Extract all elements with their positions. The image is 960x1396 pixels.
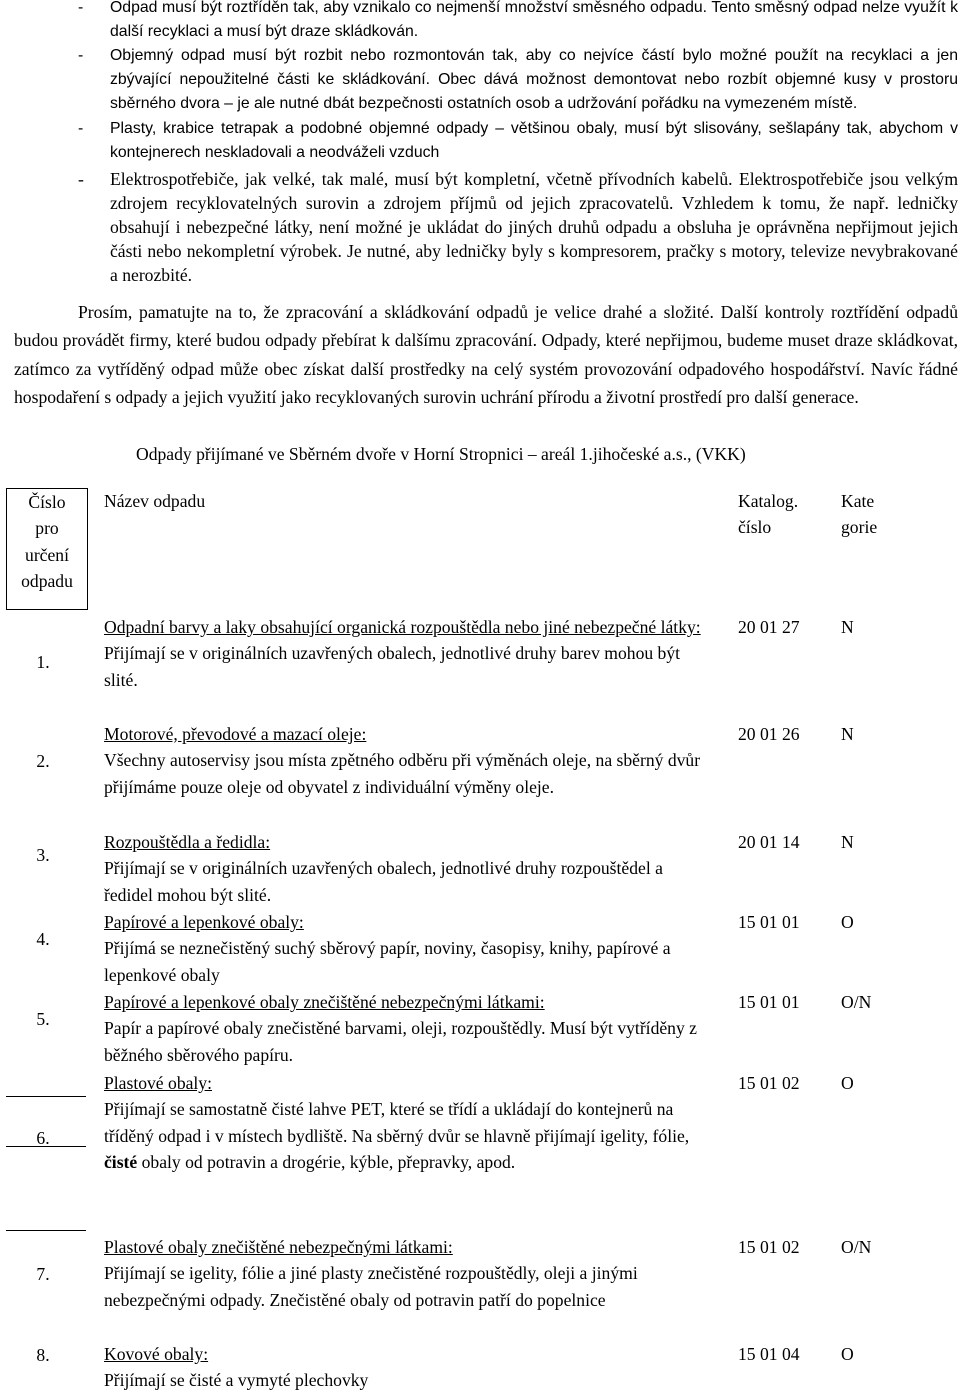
row-title: Papírové a lepenkové obaly: — [104, 912, 304, 932]
row-text: Papír a papírové obaly znečistěné barvami, oleji, rozpouštědly. Musí být vytříděny z běžného sběrového papíru. — [104, 1018, 697, 1065]
row-category: O — [841, 1344, 854, 1364]
row-code: 15 01 04 — [738, 1344, 800, 1364]
bullet-dash: - — [78, 47, 84, 64]
row-category: N — [841, 832, 854, 852]
row-text: Přijímají se igelity, fólie a jiné plasty znečistěné rozpouštědly, oleji a jinými nebezpečnými odpady. Znečistěné obaly od potravin patří do popelnice — [104, 1263, 638, 1310]
row-text: Přijímají se v originálních uzavřených obalech, jednotlivé druhy rozpouštědel a ředidel mohou být slité. — [104, 858, 663, 905]
row-category: O — [841, 912, 854, 932]
row-code: 20 01 27 — [738, 617, 800, 637]
row-code: 15 01 01 — [738, 912, 800, 932]
table-caption: Odpady přijímané ve Sběrném dvoře v Horní Stropnici – areál 1.jihočeské a.s., (VKK) — [136, 444, 746, 464]
row-text: Přijímají se čisté a vymyté plechovky — [104, 1370, 369, 1391]
header-category-line: Kate — [841, 491, 875, 511]
row-number: 1. — [36, 652, 50, 672]
bullet-dash: - — [78, 0, 84, 16]
table-rule — [6, 1096, 86, 1097]
row-description — [104, 909, 712, 988]
header-code — [738, 488, 798, 541]
row-text-emphasis: čisté — [104, 1152, 138, 1173]
row-category: N — [841, 617, 854, 637]
row-number: 2. — [36, 751, 50, 771]
row-text: Přijímají se v originálních uzavřených obalech, jednotlivé druhy barev mohou být slité. — [104, 643, 681, 690]
row-category: O/N — [841, 992, 872, 1012]
row-number: 3. — [36, 845, 50, 865]
row-category: O/N — [841, 1237, 872, 1257]
table-rule — [6, 1146, 86, 1147]
row-code: 15 01 02 — [738, 1073, 800, 1093]
header-code-line: číslo — [738, 517, 772, 538]
bullet-item — [0, 0, 960, 44]
row-text: Všechny autoservisy jsou místa zpětného odběru při výměnách oleje, na sběrný dvůr přijímáme pouze oleje od obyvatel z individuální výměny oleje. — [104, 750, 701, 797]
row-number: 6. — [36, 1128, 50, 1148]
row-description — [104, 989, 712, 1068]
bullet-item — [0, 44, 960, 116]
row-title: Kovové obaly: — [104, 1344, 209, 1364]
closing-paragraph: Prosím, pamatujte na to, že zpracování a skládkování odpadů je velice drahé a složité. Další kontroly roztřídění odpadů budou provádět firmy, které budou odpady přebírat k dalšímu zpracování. Odpady, které nepřijmou, budeme muset draze skládkovat, zatímco za vytříděný odpad může obec získat další prostředky na celý systém provozování odpadového hospodářství. Navíc řádné hospodaření s odpady a jejich využití jako recyklovaných surovin uchrání přírodu a životní prostředí pro další generace. — [14, 302, 958, 408]
header-number-line: pro — [35, 518, 59, 539]
row-category: O — [841, 1073, 854, 1093]
bullet-text: Objemný odpad musí být rozbit nebo rozmontován tak, aby co nejvíce částí bylo možné použít na recyklaci a jen zbývající nepoužitelné části ke skládkování. Obec dává možnost demontovat nebo rozbít objemné kusy v prostoru sběrného dvora – je ale nutné dbát bezpečnosti ostatních osob a udržování pořádku na vymezeném místě. — [110, 47, 958, 112]
bullet-item — [0, 167, 960, 287]
row-description — [104, 829, 712, 908]
header-number-line: Číslo — [28, 492, 66, 512]
row-code: 15 01 02 — [738, 1237, 800, 1257]
row-text — [104, 1096, 712, 1175]
row-title: Motorové, převodové a mazací oleje: — [104, 724, 367, 744]
row-title: Papírové a lepenkové obaly znečištěné nebezpečnými látkami: — [104, 992, 545, 1012]
header-category — [841, 488, 877, 541]
row-text-part: obaly od potravin a drogérie, kýble, přepravky, apod. — [137, 1152, 516, 1173]
table-header — [0, 482, 960, 612]
header-number-line: odpadu — [21, 571, 73, 592]
header-name: Název odpadu — [104, 491, 206, 511]
row-description — [104, 1341, 712, 1394]
row-description — [104, 721, 712, 800]
row-description — [104, 1234, 712, 1313]
bullet-item — [0, 117, 960, 165]
header-category-line: gorie — [841, 517, 878, 538]
row-title: Odpadní barvy a laky obsahující organická rozpouštědla nebo jiné nebezpečné látky: — [104, 617, 701, 637]
bullet-dash: - — [78, 169, 84, 189]
row-text-part: Přijímají se samostatně čisté lahve PET, které se třídí a ukládají do kontejnerů na tříděný odpad i v místech bydliště. Na sběrný dvůr se hlavně přijímají igelity, fólie, — [104, 1099, 690, 1146]
bullet-dash: - — [78, 120, 84, 137]
header-number — [6, 488, 88, 610]
row-title: Plastové obaly znečištěné nebezpečnými látkami: — [104, 1237, 453, 1257]
row-category: N — [841, 724, 854, 744]
row-number: 4. — [36, 929, 50, 949]
row-number: 5. — [36, 1009, 50, 1029]
row-code: 15 01 01 — [738, 992, 800, 1012]
header-code-line: Katalog. — [738, 491, 799, 511]
row-title: Rozpouštědla a ředidla: — [104, 832, 271, 852]
bullet-list — [0, 0, 960, 287]
row-text: Přijímá se neznečistěný suchý sběrový papír, noviny, časopisy, knihy, papírové a lepenkové obaly — [104, 938, 671, 985]
row-code: 20 01 14 — [738, 832, 800, 852]
table-rule — [6, 1230, 86, 1231]
bullet-text: Plasty, krabice tetrapak a podobné objemné odpady – většinou obaly, musí být slisovány, sešlapány tak, abychom v kontejnerech neskladovali a neodváželi vzduch — [110, 120, 958, 161]
row-description — [104, 614, 712, 693]
row-number: 8. — [36, 1345, 50, 1365]
row-number: 7. — [36, 1264, 50, 1284]
row-title: Plastové obaly: — [104, 1073, 212, 1093]
bullet-text: Elektrospotřebiče, jak velké, tak malé, musí být kompletní, včetně přívodních kabelů. Elektrospotřebiče jsou velkým zdrojem recyklovatelných surovin a zdrojem příjmů od jejich zpracovatelů. Vzhledem k tomu, že např. ledničky obsahují i nebezpečné látky, není možné je ukládat do jiných druhů odpadu a obsluha je oprávněna nepřijmout jejich části nebo nekompletní výrobek. Je nutné, aby ledničky byly s kompresorem, pračky s motory, televize nevybrakované a nerozbité. — [110, 169, 958, 285]
row-description — [104, 1070, 712, 1176]
header-number-line: určení — [25, 544, 69, 565]
bullet-text: Odpad musí být roztříděn tak, aby vznikalo co nejmenší množství směsného odpadu. Tento směsný odpad nelze využít k další recyklaci a musí být draze skládkován. — [110, 0, 958, 40]
row-code: 20 01 26 — [738, 724, 800, 744]
